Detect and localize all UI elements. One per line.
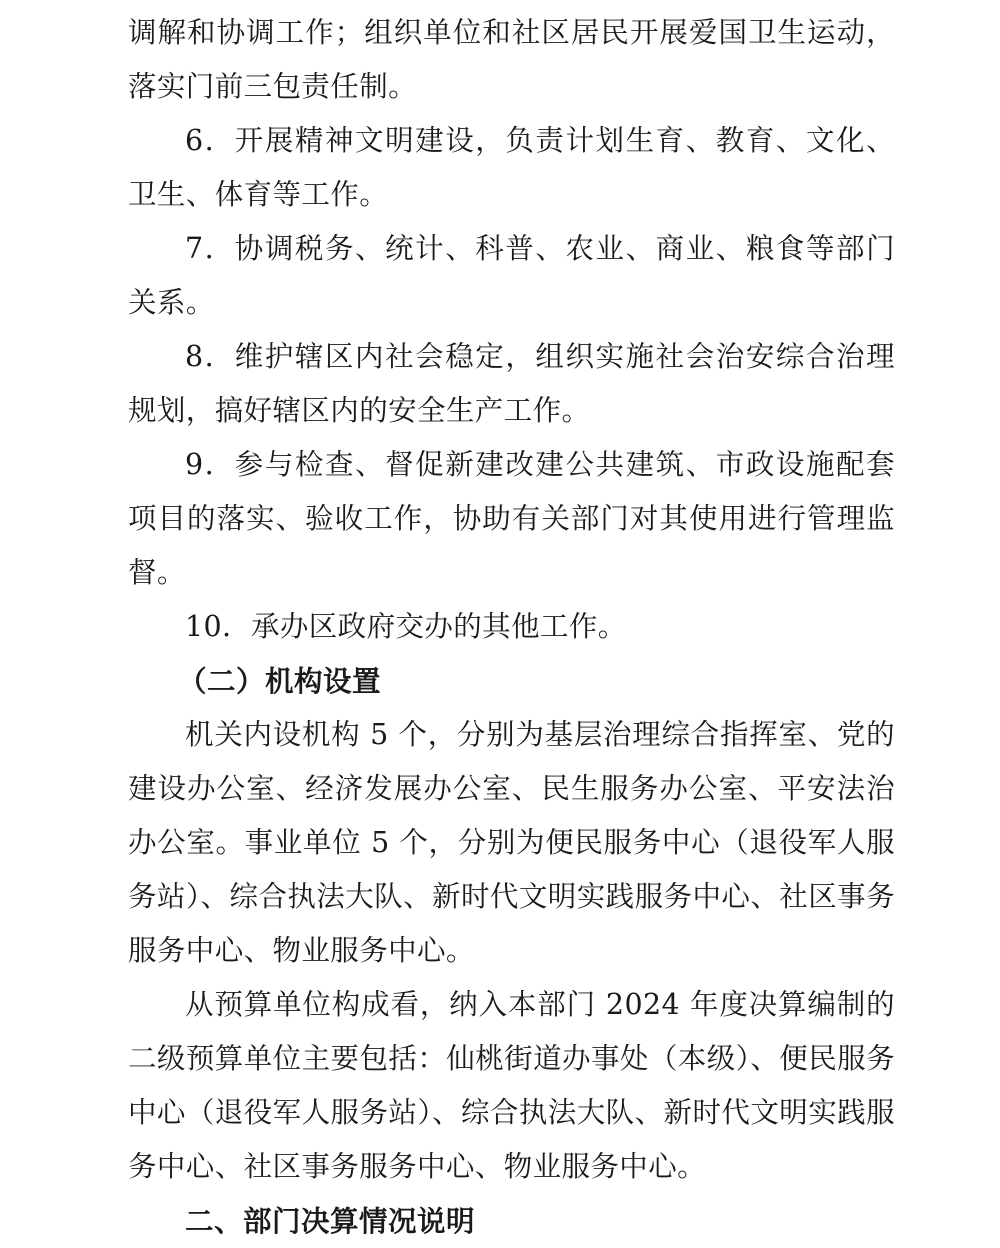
paragraph-budget-units: 从预算单位构成看，纳入本部门 2024 年度决算编制的二级预算单位主要包括：仙桃街道办事处（本级）、便民服务中心（退役军人服务站）、综合执法大队、新时代文明实践服务中心、社区事务服务中心、物业服务中心。 [128,988,895,1183]
paragraph-item-7: 7．协调税务、统计、科普、农业、商业、粮食等部门关系。 [128,232,895,319]
paragraph-item-10: 10．承办区政府交办的其他工作。 [185,610,627,643]
paragraph-item-9: 9．参与检查、督促新建改建公共建筑、市政设施配套项目的落实、验收工作，协助有关部门对其使用进行管理监督。 [128,448,895,589]
heading-department-final-accounts: 二、部门决算情况说明 [185,1204,476,1238]
paragraph-organization-structure: 机关内设机构 5 个，分别为基层治理综合指挥室、党的建设办公室、经济发展办公室、民生服务办公室、平安法治办公室。事业单位 5 个，分别为便民服务中心（退役军人服务站）、综合执法大队、新时代文明实践服务中心、社区事务服务中心、物业服务中心。 [128,718,895,967]
paragraph-item-6: 6．开展精神文明建设，负责计划生育、教育、文化、卫生、体育等工作。 [128,124,895,211]
paragraph-continued: 调解和协调工作；组织单位和社区居民开展爱国卫生运动，落实门前三包责任制。 [128,16,895,103]
paragraph-item-8: 8．维护辖区内社会稳定，组织实施社会治安综合治理规划，搞好辖区内的安全生产工作。 [128,340,895,427]
subheading-organization-setup: （二）机构设置 [178,664,382,698]
